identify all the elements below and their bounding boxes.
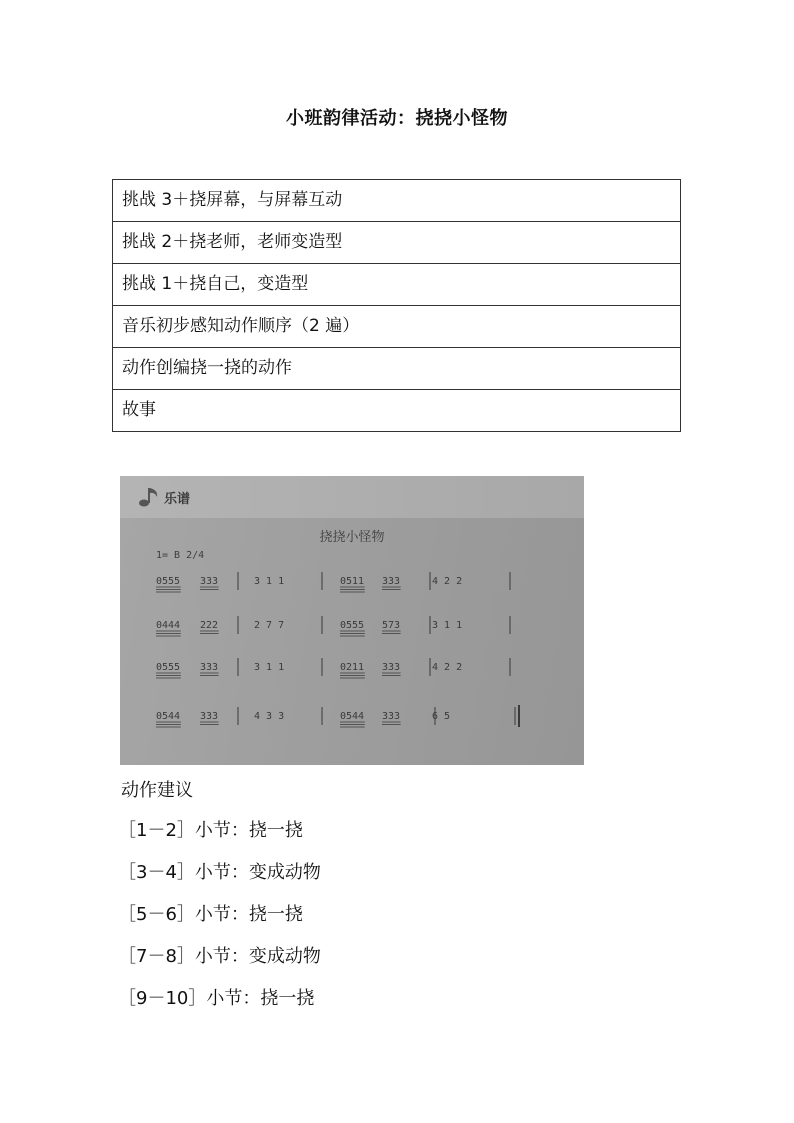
table-cell: 挑战 3＋挠屏幕，与屏幕互动 bbox=[113, 180, 681, 222]
table-cell: 音乐初步感知动作顺序（2 遍） bbox=[113, 306, 681, 348]
score-group: 573 bbox=[382, 620, 401, 631]
score-group: 0511 bbox=[340, 576, 365, 587]
score-group: 0555 bbox=[156, 576, 181, 587]
table-cell: 挑战 1＋挠自己，变造型 bbox=[113, 264, 681, 306]
score-group: 222 bbox=[200, 620, 219, 631]
score-group: 0444 bbox=[156, 620, 181, 631]
page-title: 小班韵律活动：挠挠小怪物 bbox=[286, 108, 508, 129]
table-row bbox=[113, 348, 681, 390]
score-group: 2 7 7 bbox=[254, 620, 285, 631]
jianpu-notation bbox=[120, 476, 584, 765]
score-group: 0555 bbox=[340, 620, 365, 631]
table-cell: 动作创编挠一挠的动作 bbox=[113, 348, 681, 390]
activity-steps-table bbox=[112, 179, 681, 432]
key-signature: 1= B 2/4 bbox=[156, 550, 205, 561]
score-group: 4 2 2 bbox=[432, 662, 463, 673]
score-group: 4 2 2 bbox=[432, 576, 463, 587]
table-row bbox=[113, 306, 681, 348]
book-section-label: 乐谱 bbox=[164, 492, 191, 507]
table-cell: 故事 bbox=[113, 390, 681, 432]
table-row bbox=[113, 264, 681, 306]
score-group: 3 1 1 bbox=[254, 662, 285, 673]
score-group: 0211 bbox=[340, 662, 365, 673]
score-group: 333 bbox=[200, 662, 219, 673]
score-title: 挠挠小怪物 bbox=[319, 530, 385, 545]
table-row bbox=[113, 180, 681, 222]
score-group: 0544 bbox=[156, 711, 181, 722]
score-group: 6 5 bbox=[432, 711, 451, 722]
list-item: ［1－2］小节：挠一挠 bbox=[118, 820, 303, 841]
list-item: ［5－6］小节：挠一挠 bbox=[118, 904, 303, 925]
list-item: ［7－8］小节：变成动物 bbox=[118, 946, 321, 967]
table-cell: 挑战 2＋挠老师，老师变造型 bbox=[113, 222, 681, 264]
score-group: 0555 bbox=[156, 662, 181, 673]
score-group: 3 1 1 bbox=[254, 576, 285, 587]
score-group: 4 3 3 bbox=[254, 711, 285, 722]
music-score-photo bbox=[120, 476, 584, 765]
score-group: 333 bbox=[382, 662, 401, 673]
list-item: ［3－4］小节：变成动物 bbox=[118, 862, 321, 883]
table-row bbox=[113, 222, 681, 264]
score-group: 333 bbox=[382, 711, 401, 722]
score-group: 0544 bbox=[340, 711, 365, 722]
suggestion-list bbox=[118, 820, 321, 1030]
table-row bbox=[113, 390, 681, 432]
suggestion-heading: 动作建议 bbox=[121, 780, 193, 801]
score-group: 333 bbox=[382, 576, 401, 587]
score-group: 3 1 1 bbox=[432, 620, 463, 631]
list-item: ［9－10］小节：挠一挠 bbox=[118, 988, 315, 1009]
score-group: 333 bbox=[200, 711, 219, 722]
score-group: 333 bbox=[200, 576, 219, 587]
